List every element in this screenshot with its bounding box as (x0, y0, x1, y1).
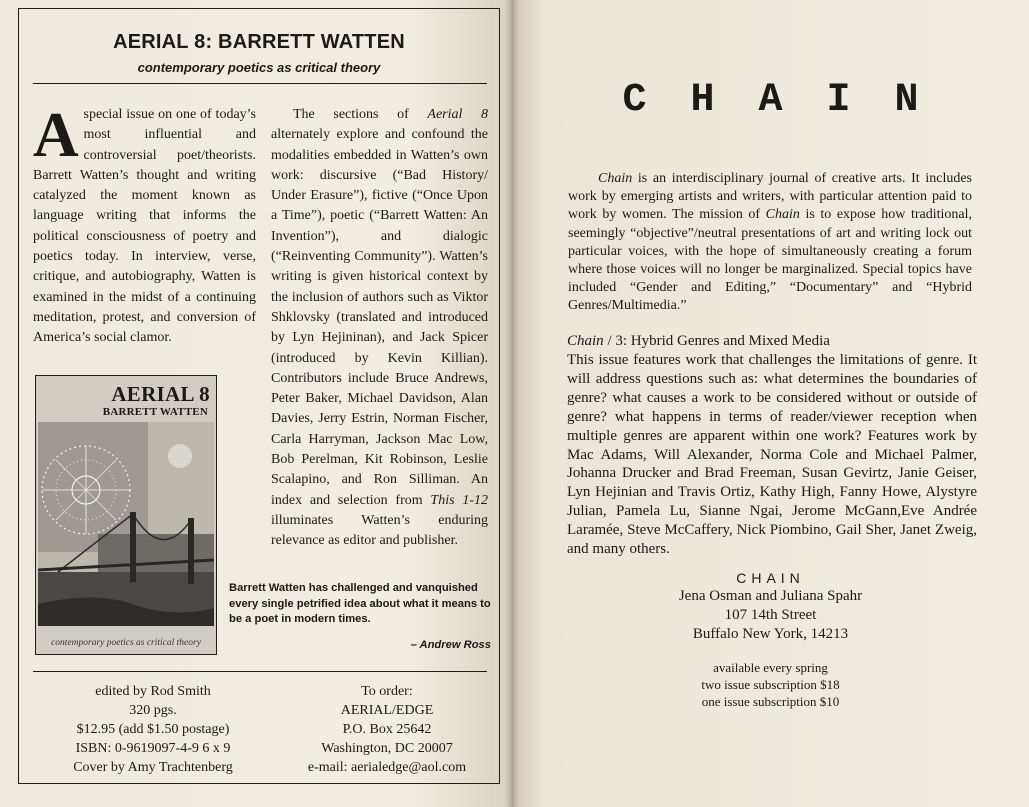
ad-sections-column (271, 105, 488, 552)
book-gutter (505, 0, 519, 807)
cover-author: BARRETT WATTEN (102, 406, 208, 418)
left-page (0, 0, 512, 807)
chain-title: CHAIN (622, 78, 963, 123)
city-address: Buffalo New York, 14213 (692, 625, 849, 642)
pages-line: 320 pgs. (129, 703, 177, 718)
editor-names: Jena Osman and Juliana Spahr (678, 588, 863, 604)
po-box: P.O. Box 25642 (342, 722, 432, 737)
ad-intro-column (33, 100, 256, 349)
book-cover-image (35, 375, 217, 655)
one-issue-price: one issue subscription $10 (701, 693, 840, 709)
publication-info (49, 682, 257, 777)
two-issue-price: two issue subscription $18 (701, 676, 840, 692)
sections-text-start: The sections of (293, 107, 428, 122)
order-info (283, 682, 491, 777)
ad-sections-paragraph (271, 105, 488, 552)
editor-address (512, 587, 1029, 644)
availability-line: available every spring (713, 660, 828, 675)
chain-desc-part-2: is to expose how traditional, seemingly “objective”/neutral presentations of art and writing lock out particular voices, with the hope of simultaneously creating a forum where those voices will no longer be marginalized. Special topics have included “Gender and Editing,” “Documentary” and “Hybrid Genres/Multimedia.” (568, 207, 972, 314)
order-heading: To order: (361, 684, 413, 699)
contact-chain-title: CHAIN (736, 570, 805, 586)
issue-heading (567, 333, 977, 350)
right-page (512, 0, 1029, 807)
quote-attribution: – Andrew Ross (410, 639, 491, 651)
issue-chain-italic: Chain (567, 333, 604, 349)
ad-bottom-rule (33, 671, 487, 672)
isbn-line: ISBN: 0-9619097-4-9 6 x 9 (75, 741, 231, 756)
cover-title: AERIAL 8 (111, 382, 210, 406)
aerial-ad (18, 8, 500, 784)
endorsement-quote: Barrett Watten has challenged and vanquished every single petrified idea about what it means to be a poet in modern times. (229, 582, 491, 625)
ad-subtitle: contemporary poetics as critical theory (137, 60, 381, 75)
cover-credit-line: Cover by Amy Trachtenberg (73, 760, 233, 775)
issue-description: This issue features work that challenges the limitations of genre. It will address questions such as: what determines the boundaries of genre? what causes a work to be considered without or outside of genre? what happens in terms of reader/viewer reception when multiple genres are apparent within one work? Features work by Mac Adams, Will Alexander, Norma Cole and Michael Palmer, Johanna Drucker and Brad Freeman, Susan Gevirtz, Janie Geiser, Lyn Hejinian and Travis Ortiz, Kathy High, Fanny Howe, Alystyre Julian, Pamela Lu, Sianne Ngai, Jerome McGann,Eve Andrée Laramée, Steve McCaffery, Nick Piombino, Gail Sher, Janet Zweig, and many others. (567, 352, 977, 558)
editor-line: edited by Rod Smith (95, 684, 211, 699)
sections-text-mid: alternately explore and confound the modalities embedded in Watten’s own work: discursive (“Bad History/ Under Erasure”), fictive (“Once Upon a Time”), poetic (“Barrett Watten: An Invention”), and dialogic (“Reinventing Community”). Watten’s writing is given historical context by the inclusion of authors such as Viktor Shklovsky (translated and introduced by Lyn Hejininan), and Jack Spicer (introduced by Kevin Killian). Contributors include Bruce Andrews, Peter Baker, Michael Davidson, Alan Davies, Jerry Estrin, Norman Fischer, Carla Harryman, Jackson Mac Low, Bob Perelman, Kit Robinson, Leslie Scalapino, and Ron Silliman. An index and selection from (271, 127, 488, 508)
city-line: Washington, DC 20007 (321, 741, 453, 756)
cover-artwork (38, 422, 214, 626)
aerial-8-italic: Aerial 8 (427, 107, 489, 122)
subscription-info (512, 660, 1029, 710)
price-line: $12.95 (add $1.50 postage) (76, 722, 230, 737)
email-line: e-mail: aerialedge@aol.com (307, 760, 467, 775)
ad-top-rule (33, 83, 487, 84)
ad-intro-paragraph (33, 100, 256, 349)
publisher-name: AERIAL/EDGE (340, 703, 434, 718)
chain-italic-1: Chain (598, 171, 633, 186)
issue-title: / 3: Hybrid Genres and Mixed Media (603, 333, 830, 349)
chain-italic-2: Chain (765, 207, 800, 223)
chain-description (568, 170, 972, 316)
this-1-12-italic: This 1-12 (430, 492, 488, 508)
ad-title: AERIAL 8: BARRETT WATTEN (113, 31, 405, 53)
sections-text-end: illuminates Watten’s enduring relevance as editor and publisher. (271, 512, 488, 549)
chain-desc-part-1: is an interdisciplinary journal of creative arts. It includes work by emerging artists and writers, with particular attention paid to work by women. The mission of (568, 171, 972, 223)
cover-caption: contemporary poetics as critical theory (51, 638, 201, 648)
drop-cap: A (33, 100, 79, 170)
ad-intro-text: special issue on one of today’s most influential and controversial poet/theorists. Barrett Watten’s thought and writing catalyzed the moment known as language writing that informs the political consciousness of poetry and poetics today. In interview, verse, critique, and autobiography, Watten is examined in the midst of a continuing meditation, protest, and conversion of America’s social clamor. (33, 107, 256, 346)
street-address: 107 14th Street (724, 606, 817, 623)
